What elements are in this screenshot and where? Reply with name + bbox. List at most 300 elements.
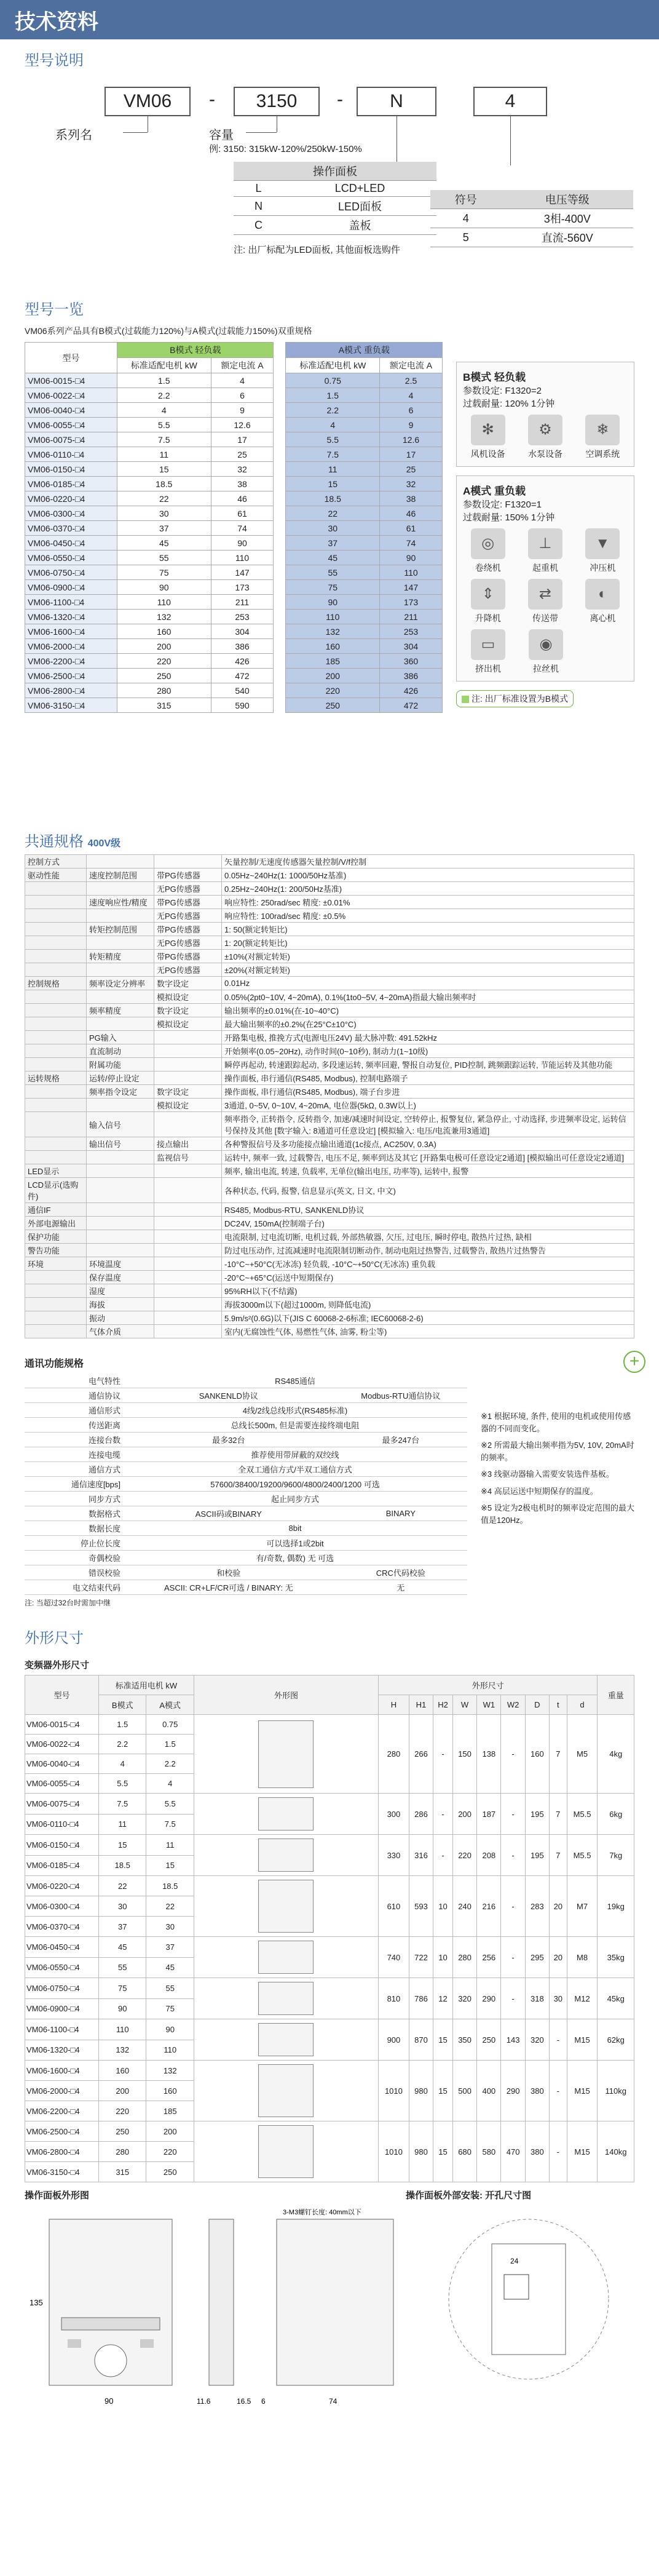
dim-value: 30 [549,1978,567,2019]
icon-label: 风机设备 [470,449,505,459]
spec-cell [25,1271,87,1284]
dim-b-kw: 110 [99,2019,146,2040]
panel-display [61,2318,160,2330]
spec-row [25,909,634,923]
lineup-row [25,565,443,580]
dim-head-drawing: 外形图 [194,1676,378,1715]
dim-value: 330 [378,1835,409,1876]
panel-note: 注: 出厂标配为LED面板, 其他面板选购件 [234,245,400,255]
dim-a-kw: 4 [146,1774,194,1794]
series-label: 系列名 [55,129,92,142]
comm-table [25,1373,467,1595]
b-kw-cell: 11 [117,447,211,462]
spec-row [25,1058,634,1071]
lineup-row [25,669,443,683]
dim-value: 7 [549,1715,567,1794]
comm-label: 传送距离 [25,1418,123,1433]
comm-note: ※4 高层运送中短期保存的温度。 [481,1486,598,1496]
dim-b-kw: 45 [99,1937,146,1958]
a-kw-cell: 160 [286,639,380,654]
dim-value: - [549,2061,567,2121]
panel-desc: LED面板 [283,197,436,216]
spec-cell: 操作面板, 串行通信(RS485, Modbus), 端子台步进 [222,1085,634,1099]
dim-value: 980 [409,2121,433,2182]
dim-weight: 62kg [598,2019,634,2061]
col-model: 型号 [25,343,117,373]
panel-height-label: 135 [30,2298,43,2307]
dim-head-col: D [525,1695,549,1715]
spec-cell [25,882,87,896]
a-kw-cell: 0.75 [286,373,380,388]
comm-row [25,1373,467,1388]
b-kw-cell: 220 [117,654,211,669]
dim-a-kw: 250 [146,2162,194,2182]
dim-weight: 19kg [598,1876,634,1937]
dim-value: 160 [525,1715,549,1794]
a-current-cell: 61 [380,521,443,536]
a-icon-row-2 [463,579,628,624]
dim-b-kw: 90 [99,1998,146,2019]
inverter-outline-icon [258,1720,314,1788]
dim-drawing [194,1978,378,2019]
dim-label: 16.5 [237,2397,251,2406]
dim-value: 300 [378,1794,409,1835]
b-kw-cell: 2.2 [117,388,211,403]
model-cell: VM06-0110-□4 [25,447,117,462]
voltage-code: 4 [430,209,501,228]
model-cell: VM06-0900-□4 [25,580,117,595]
dim-value: 216 [477,1876,501,1937]
spec-cell [154,1257,222,1271]
spec-cell: 转矩精度 [87,950,154,963]
b-current-cell: 46 [211,491,274,506]
a-kw-cell: 30 [286,521,380,536]
head-b-mode: B模式 轻负载 [117,343,274,358]
dim-b-kw: 132 [99,2040,146,2061]
spec-row [25,963,634,977]
b-current-cell: 147 [211,565,274,580]
voltage-table [430,190,633,247]
dim-row [25,1937,634,1958]
dim-value: 138 [477,1715,501,1794]
dim-value: 143 [501,2019,525,2061]
dim-value: - [501,1794,525,1835]
spec-cell: 湿度 [87,1284,154,1298]
dim-table [25,1675,634,2182]
spec-cell: 电流限制, 过电流切断, 电机过载, 外部热敏器, 欠压, 过电压, 瞬时停电, 散热片过热, 缺相 [222,1230,634,1244]
inverter-outline-icon [258,2023,314,2056]
b-kw-cell: 110 [117,595,211,610]
spec-cell: 响应特性: 100rad/sec 精度: ±0.5% [222,909,634,923]
a-current-cell: 173 [380,595,443,610]
comm-row [25,1433,467,1447]
b-current-cell: 253 [211,610,274,624]
spec-cell: 室内(无腐蚀性气体, 易燃性气体, 油雾, 粉尘等) [222,1325,634,1338]
comm-value: 推荐使用带屏蔽的双绞线 [123,1447,467,1462]
dim-a-kw: 220 [146,2142,194,2162]
dim-b-kw: 280 [99,2142,146,2162]
a-mode-box [456,475,634,682]
dim-value: 786 [409,1978,433,2019]
panel-table [234,162,436,235]
model-cell: VM06-1100-□4 [25,595,117,610]
a-current-cell: 253 [380,624,443,639]
comm-row [25,1477,467,1492]
dim-value: - [433,1715,453,1794]
elevator-item [463,579,513,624]
spec-cell [154,1112,222,1137]
a-kw-cell: 90 [286,595,380,610]
dim-model: VM06-0110-□4 [25,1814,99,1835]
comm-label: 数据格式 [25,1506,123,1521]
spec-cell: 各种警报信号及多功能接点输出通道(1c接点, AC250V, 0.3A) [222,1137,634,1151]
a-kw-cell: 55 [286,565,380,580]
model-cell: VM06-3150-□4 [25,698,117,713]
comm-title: 通讯功能规格 [25,1359,84,1369]
dim-value: 195 [525,1835,549,1876]
b-current-cell: 4 [211,373,274,388]
b-kw-cell: 15 [117,462,211,477]
comm-value: BINARY [334,1506,467,1521]
spec-row [25,977,634,990]
dim-value: 1010 [378,2121,409,2182]
dim-label: 24 [510,2257,519,2265]
spec-cell [25,1311,87,1325]
centrifuge-item [578,579,628,624]
spec-cell: RS485, Modbus-RTU, SANKENLD协议 [222,1203,634,1217]
model-cell: VM06-0300-□4 [25,506,117,521]
panel-desc: LCD+LED [283,181,436,197]
dim-drawing [194,1835,378,1876]
model-cell: VM06-0220-□4 [25,491,117,506]
b-current-cell: 25 [211,447,274,462]
spec-cell [25,1325,87,1338]
spec-cell: 带PG传感器 [154,869,222,882]
b-kw-cell: 160 [117,624,211,639]
a-box-line2: 过载耐量: 150% 1分钟 [463,512,555,523]
spec-row [25,1017,634,1031]
spec-cell [87,882,154,896]
a-kw-cell: 15 [286,477,380,491]
spec-row [25,1112,634,1137]
b-current-cell: 17 [211,432,274,447]
dim-value: 810 [378,1978,409,2019]
dim-value: 320 [525,2019,549,2061]
spec-cell: 模拟设定 [154,1017,222,1031]
a-kw-cell: 250 [286,698,380,713]
lineup-row [25,521,443,536]
b-kw-cell: 45 [117,536,211,551]
spec-cell: 数字设定 [154,977,222,990]
spec-cell [25,963,87,977]
comm-value: 和校验 [123,1565,334,1580]
spec-cell [25,1284,87,1298]
b-current-cell: 74 [211,521,274,536]
b-kw-cell: 4 [117,403,211,418]
spec-cell: 速度响应性/精度 [87,896,154,909]
spec-cell [87,990,154,1004]
panel-code: L [234,181,283,197]
lineup-row [25,595,443,610]
dim-head-col: W1 [477,1695,501,1715]
spec-cell: 频率指令, 正转指令, 反转指令, 加速/减速时间设定, 空转停止, 报警复位, 紧急停止, 寸动选择, 步进频率设定, 运转信号保持及其他 [数字输入: 8通道可任意设定] [模拟输入: 电压/电流兼用3通道] [222,1112,634,1137]
spec-cell: 开始频率(0.05~20Hz), 动作时间(0~10秒), 制动力(1~10级) [222,1044,634,1058]
dim-weight: 4kg [598,1715,634,1794]
b-current-cell: 32 [211,462,274,477]
spec-row [25,1244,634,1257]
dim-head-col: H2 [433,1695,453,1715]
dim-model: VM06-1100-□4 [25,2019,99,2040]
spec-cell: 瞬停再起动, 转速跟踪起动, 多段速运转, 频率回避, 警报自动复位, PID控制, 跳频跟踪运转, 节能运转及其他功能 [222,1058,634,1071]
spec-row [25,990,634,1004]
model-cell: VM06-2200-□4 [25,654,117,669]
spec-cell: 海拔3000m以下(超过1000m, 则降低电流) [222,1298,634,1311]
col-a-kw: 标准适配电机 kW [286,358,380,373]
dim-model: VM06-2200-□4 [25,2101,99,2121]
spec-cell: 带PG传感器 [154,950,222,963]
dim-value: - [501,1937,525,1978]
a-current-cell: 46 [380,506,443,521]
spec-cell [25,1099,87,1112]
lineup-row [25,447,443,462]
inverter-outline-icon [258,2125,314,2178]
dim-row [25,1715,634,1735]
spec-row [25,1044,634,1058]
spec-row [25,1137,634,1151]
lineup-row [25,580,443,595]
dim-weight: 6kg [598,1794,634,1835]
dims-title: 外形尺寸 [25,1630,84,1647]
spec-cell: 无PG传感器 [154,963,222,977]
spec-cell [87,1230,154,1244]
dim-b-kw: 315 [99,2162,146,2182]
dim-model: VM06-0150-□4 [25,1835,99,1856]
lineup-row [25,388,443,403]
spec-cell: 监视信号 [154,1151,222,1164]
dim-label: 6 [261,2397,266,2406]
extruder-item [463,629,513,675]
a-current-cell: 386 [380,669,443,683]
spec-row [25,1031,634,1044]
dim-label: 11.6 [197,2397,211,2406]
a-kw-cell: 185 [286,654,380,669]
dim-head-a: A模式 [146,1695,194,1715]
a-current-cell: 472 [380,698,443,713]
b-kw-cell: 75 [117,565,211,580]
b-kw-cell: 90 [117,580,211,595]
spec-cell: DC24V, 150mA(控制端子台) [222,1217,634,1230]
a-kw-cell: 110 [286,610,380,624]
model-cell: VM06-1600-□4 [25,624,117,639]
a-kw-cell: 1.5 [286,388,380,403]
mode-note [456,690,574,707]
spec-cell: 95%RH以下(不结露) [222,1284,634,1298]
dim-head-model: 型号 [25,1676,99,1715]
comm-label: 错误校验 [25,1565,123,1580]
spec-cell [87,909,154,923]
capacity-label: 容量 [209,129,234,142]
spec-cell [154,1271,222,1284]
dim-head-dims: 外形尺寸 [378,1676,597,1695]
a-kw-cell: 220 [286,683,380,698]
comm-label: 奇偶校验 [25,1551,123,1565]
dim-b-kw: 22 [99,1876,146,1896]
spec-cell [154,1203,222,1217]
dim-value: 150 [452,1715,476,1794]
comm-footnote: 注: 当超过32台时需加中继 [25,1599,111,1607]
spec-cell: 警告功能 [25,1244,87,1257]
a-current-cell: 360 [380,654,443,669]
comm-row [25,1506,467,1521]
spec-cell: 运转/停止设定 [87,1071,154,1085]
a-current-cell: 32 [380,477,443,491]
voltage-desc: 直流-560V [501,228,633,247]
dim-value: 7 [549,1835,567,1876]
spec-table [25,854,634,1338]
icon-label: 传送带 [532,613,558,623]
lineup-row [25,418,443,432]
dim-value: - [501,1835,525,1876]
dim-value: - [433,1794,453,1835]
a-current-cell: 6 [380,403,443,418]
spec-cell [25,990,87,1004]
b-current-cell: 540 [211,683,274,698]
dim-a-kw: 18.5 [146,1876,194,1896]
spec-cell: 运转中, 频率一致, 过载警告, 电压不足, 频率到达及其它 [开路集电极可任意设定2通道] [模拟输出可任意设定2通道] [222,1151,634,1164]
a-current-cell: 211 [380,610,443,624]
dim-label: 74 [329,2397,337,2406]
pump-icon: ⚙ [528,415,562,445]
dim-value: 187 [477,1794,501,1835]
lineup-row [25,462,443,477]
spec-cell: 频率设定分辨率 [87,977,154,990]
b-icon-row [463,415,628,460]
dim-value: M7 [567,1876,598,1937]
spec-cell: 输出信号 [87,1137,154,1151]
code-dash: - [209,89,215,109]
dim-value: 290 [501,2061,525,2121]
dim-value: M15 [567,2121,598,2182]
spec-cell [87,1203,154,1217]
dim-b-kw: 75 [99,1978,146,1999]
crane-icon: ⊥ [528,528,562,559]
spec-cell: 振动 [87,1311,154,1325]
a-current-cell: 38 [380,491,443,506]
comm-value: 全双工通信方式/半双工通信方式 [123,1462,467,1477]
wire-drawer-icon: ◉ [529,629,563,660]
dim-head-col: d [567,1695,598,1715]
spec-cell: 保存温度 [87,1271,154,1284]
dim-b-kw: 18.5 [99,1855,146,1876]
spec-row [25,1311,634,1325]
spec-cell [87,855,154,869]
comm-label: 连接台数 [25,1433,123,1447]
spec-row [25,1284,634,1298]
a-icon-row-3 [463,629,628,675]
dim-value: 15 [433,2061,453,2121]
dim-value: 266 [409,1715,433,1794]
spec-cell: 开路集电极, 推挽方式(电源电压24V) 最大脉冲数: 491.52kHz [222,1031,634,1044]
lineup-row [25,506,443,521]
spec-cell: 输出频率的±0.01%(在-10~40°C) [222,1004,634,1017]
spec-cell: 外部电源输出 [25,1217,87,1230]
dim-value: 15 [433,2019,453,2061]
b-current-cell: 304 [211,624,274,639]
dim-value: - [501,1715,525,1794]
voltage-desc: 3相-400V [501,209,633,228]
comm-label: 数据长度 [25,1521,123,1536]
model-cell: VM06-0040-□4 [25,403,117,418]
model-cell: VM06-0150-□4 [25,462,117,477]
spec-cell: 模拟设定 [154,990,222,1004]
dim-value: 316 [409,1835,433,1876]
comm-value: 无 [334,1580,467,1595]
panel-width-label: 90 [105,2396,114,2406]
spec-cell [25,923,87,936]
spec-row [25,1151,634,1164]
spec-cell: 接点输出 [154,1137,222,1151]
spec-cell [25,909,87,923]
dim-model: VM06-2000-□4 [25,2081,99,2101]
dim-weight: 45kg [598,1978,634,2019]
dim-value: 350 [452,2019,476,2061]
b-kw-cell: 315 [117,698,211,713]
col-a-a: 额定电流 A [380,358,443,373]
comm-row [25,1521,467,1536]
spec-row [25,882,634,896]
dim-value: M15 [567,2061,598,2121]
spec-cell: ±20%(对额定转矩) [222,963,634,977]
spec-cell: 0.05Hz~240Hz(1: 1000/50Hz基准) [222,869,634,882]
comm-value: 可以选择1或2bit [123,1536,467,1551]
fan-item [463,415,513,460]
dim-a-kw: 75 [146,1998,194,2019]
dim-value: 980 [409,2061,433,2121]
dim-b-kw: 160 [99,2061,146,2081]
code-box-panel: N [357,87,436,116]
winder-icon: ◎ [471,528,505,559]
col-b-kw: 标准适配电机 kW [117,358,211,373]
a-current-cell: 304 [380,639,443,654]
spec-cell [25,936,87,950]
comm-row [25,1565,467,1580]
dim-value: 580 [477,2121,501,2182]
dim-a-kw: 110 [146,2040,194,2061]
spec-cell: 环境 [25,1257,87,1271]
lineup-section [25,325,634,829]
press-icon: ▼ [585,528,620,559]
dim-value: M5 [567,1715,598,1794]
code-box-voltage: 4 [473,87,547,116]
expand-plus-button[interactable]: + [623,1351,645,1373]
code-dash: - [337,89,343,109]
spec-subtitle: 400V级 [87,838,121,849]
comm-row [25,1551,467,1565]
spec-cell: 无PG传感器 [154,882,222,896]
dim-b-kw: 15 [99,1835,146,1856]
comm-row [25,1388,467,1403]
comm-value: 最多32台 [123,1433,334,1447]
capacity-note: 例: 3150: 315kW-120%/250kW-150% [209,144,362,154]
dim-drawing [194,2061,378,2121]
model-cell: VM06-0015-□4 [25,373,117,388]
dim-value: 380 [525,2121,549,2182]
spec-title [0,829,659,851]
dim-value: 870 [409,2019,433,2061]
dim-row [25,1794,634,1815]
b-current-cell: 61 [211,506,274,521]
model-code-section [25,70,634,303]
